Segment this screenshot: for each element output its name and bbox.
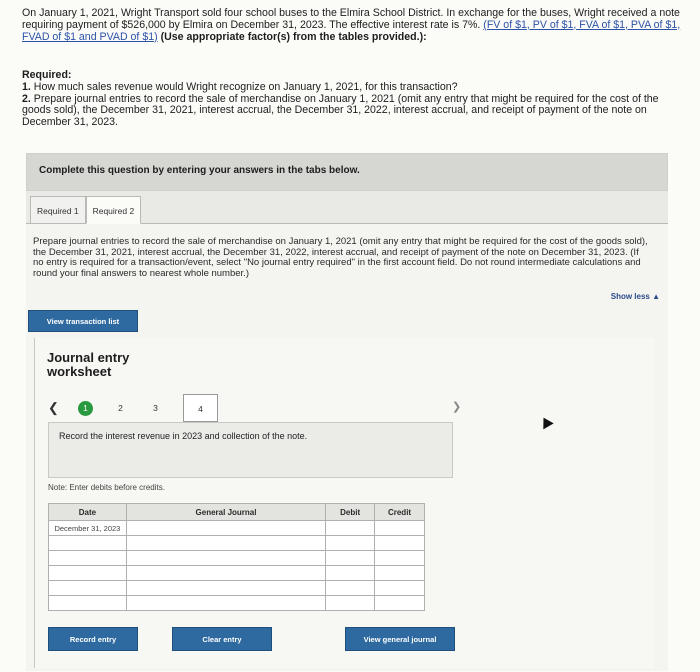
- account-cell[interactable]: [126, 581, 325, 596]
- chevron-right-icon[interactable]: ❯: [452, 401, 462, 413]
- step-2[interactable]: 2: [118, 402, 123, 413]
- worksheet-title: Journal entry worksheet: [47, 350, 130, 379]
- account-cell[interactable]: [126, 521, 325, 536]
- tab-bar: [30, 196, 141, 224]
- debit-credit-note: Note: Enter debits before credits.: [48, 483, 165, 492]
- tab-required-1[interactable]: Required 1: [30, 196, 86, 224]
- required-item-2: 2. Prepare journal entries to record the sale of merchandise on January 1, 2021 (omit any entry that might be required for the cost of the goods sold), the December 31, 2021, interest accrual, the December 31, 2022, interest accrual, and receipt of payment of the note on December 31, 2023.: [22, 92, 659, 129]
- credit-cell[interactable]: [375, 596, 425, 611]
- view-general-journal-button[interactable]: View general journal: [345, 627, 455, 651]
- entry-instruction: Record the interest revenue in 2023 and collection of the note.: [48, 422, 453, 478]
- record-entry-button[interactable]: Record entry: [48, 627, 138, 651]
- problem-text: On January 1, 2021, Wright Transport sold four school buses to the Elmira School District. In exchange for the buses, Wright received a note requiring payment of $526,000 by Elmira on December 31, 2023. The effective interest rate is 7%.: [22, 7, 680, 31]
- account-cell[interactable]: [126, 536, 325, 551]
- credit-cell[interactable]: [375, 581, 425, 596]
- entry-stepper: [48, 394, 218, 422]
- required-section: [22, 70, 682, 129]
- credit-cell[interactable]: [375, 521, 425, 536]
- debit-cell[interactable]: [326, 521, 375, 536]
- table-row: [49, 566, 425, 581]
- header-credit: Credit: [375, 504, 425, 521]
- date-cell: December 31, 2023: [49, 521, 127, 536]
- header-date: Date: [49, 504, 127, 521]
- debit-cell[interactable]: [326, 566, 375, 581]
- required-item-1: 1. How much sales revenue would Wright recognize on January 1, 2021, for this transaction?: [22, 80, 458, 93]
- step-1[interactable]: 1: [78, 401, 93, 416]
- clear-entry-button[interactable]: Clear entry: [172, 627, 272, 651]
- header-general-journal: General Journal: [126, 504, 325, 521]
- view-transaction-list-button[interactable]: View transaction list: [28, 310, 138, 332]
- table-row: [49, 551, 425, 566]
- table-row: [49, 521, 425, 536]
- credit-cell[interactable]: [375, 551, 425, 566]
- account-cell[interactable]: [126, 566, 325, 581]
- table-row: [49, 581, 425, 596]
- table-row: [49, 536, 425, 551]
- journal-table: [48, 503, 425, 611]
- problem-statement: [22, 8, 682, 43]
- show-less-link[interactable]: Show less ▲: [610, 292, 660, 301]
- factor-tables-link[interactable]: (FV of $1, PV of $1, FVA of $1, PVA of $1, FVAD of $1 and PVAD of $1): [22, 18, 681, 43]
- credit-cell[interactable]: [375, 536, 425, 551]
- prompt-text: Prepare journal entries to record the sale of merchandise on January 1, 2021 (omit any entry that might be required for the cost of the goods sold), the December 31, 2021, interest accrual, the December 31, 2022, interest accrual, and receipt of payment of the note on December 31, 2023. (If no entry is required for a transaction/event, select "No journal entry required" in the first account field. Do not round intermediate calculations and round your final answers to nearest whole number.): [33, 236, 648, 279]
- instruction-bar: Complete this question by entering your answers in the tabs below.: [26, 153, 668, 191]
- factor-instruction: (Use appropriate factor(s) from the tables provided.):: [157, 30, 427, 43]
- tab-required-2[interactable]: Required 2: [86, 196, 142, 224]
- step-3[interactable]: 3: [153, 402, 158, 413]
- debit-cell[interactable]: [326, 551, 375, 566]
- step-4[interactable]: 4: [183, 394, 218, 422]
- debit-cell[interactable]: [326, 596, 375, 611]
- account-cell[interactable]: [126, 551, 325, 566]
- header-debit: Debit: [326, 504, 375, 521]
- debit-cell[interactable]: [326, 536, 375, 551]
- debit-cell[interactable]: [326, 581, 375, 596]
- chevron-left-icon[interactable]: ❮: [48, 400, 59, 415]
- table-row: [49, 596, 425, 611]
- required-title: Required:: [22, 69, 72, 81]
- account-cell[interactable]: [126, 596, 325, 611]
- credit-cell[interactable]: [375, 566, 425, 581]
